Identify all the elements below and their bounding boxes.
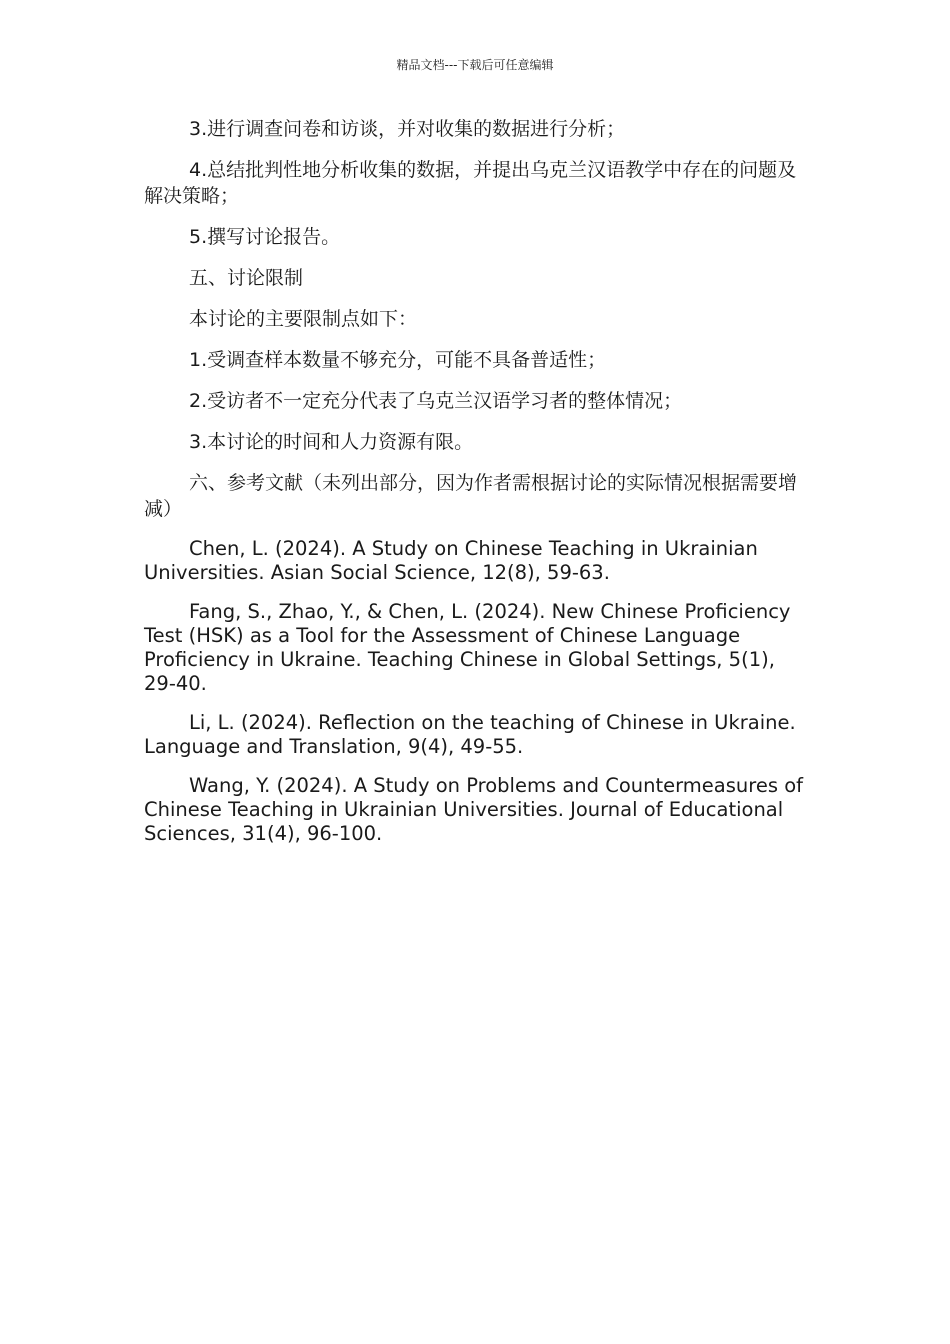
step-3-item: 3.进行调查问卷和访谈，并对收集的数据进行分析； bbox=[189, 118, 626, 140]
document-body bbox=[144, 116, 804, 861]
limitation-item-1: 1.受调查样本数量不够充分，可能不具备普适性； bbox=[189, 349, 607, 371]
reference-item: Li, L. (2024). Reflection on the teaching of Chinese in Ukraine. Language and Translation, 9(4), 49-55. bbox=[144, 711, 796, 758]
reference-item: Wang, Y. (2024). A Study on Problems and Countermeasures of Chinese Teaching in Ukrainian Universities. Journal of Educational Sciences, 31(4), 96-100. bbox=[144, 774, 803, 845]
reference-item: Fang, S., Zhao, Y., & Chen, L. (2024). New Chinese Proficiency Test (HSK) as a Tool for the Assessment of Chinese Language Proficiency in Ukraine. Teaching Chinese in Global Settings, 5(1), 29-40. bbox=[144, 600, 791, 695]
limitation-item-3: 3.本讨论的时间和人力资源有限。 bbox=[189, 431, 474, 453]
section-heading-references: 六、参考文献（未列出部分，因为作者需根据讨论的实际情况根据需要增减） bbox=[144, 472, 798, 520]
limitation-item-2: 2.受访者不一定充分代表了乌克兰汉语学习者的整体情况； bbox=[189, 390, 683, 412]
section-heading-limitations: 五、讨论限制 bbox=[189, 267, 304, 289]
limitations-intro: 本讨论的主要限制点如下： bbox=[189, 308, 418, 330]
page-header: 精品文档---下载后可任意编辑 bbox=[396, 58, 554, 72]
step-4-item: 4.总结批判性地分析收集的数据，并提出乌克兰汉语教学中存在的问题及解决策略； bbox=[144, 159, 797, 207]
reference-item: Chen, L. (2024). A Study on Chinese Teaching in Ukrainian Universities. Asian Social Science, 12(8), 59-63. bbox=[144, 537, 758, 584]
step-5-item: 5.撰写讨论报告。 bbox=[189, 226, 341, 248]
